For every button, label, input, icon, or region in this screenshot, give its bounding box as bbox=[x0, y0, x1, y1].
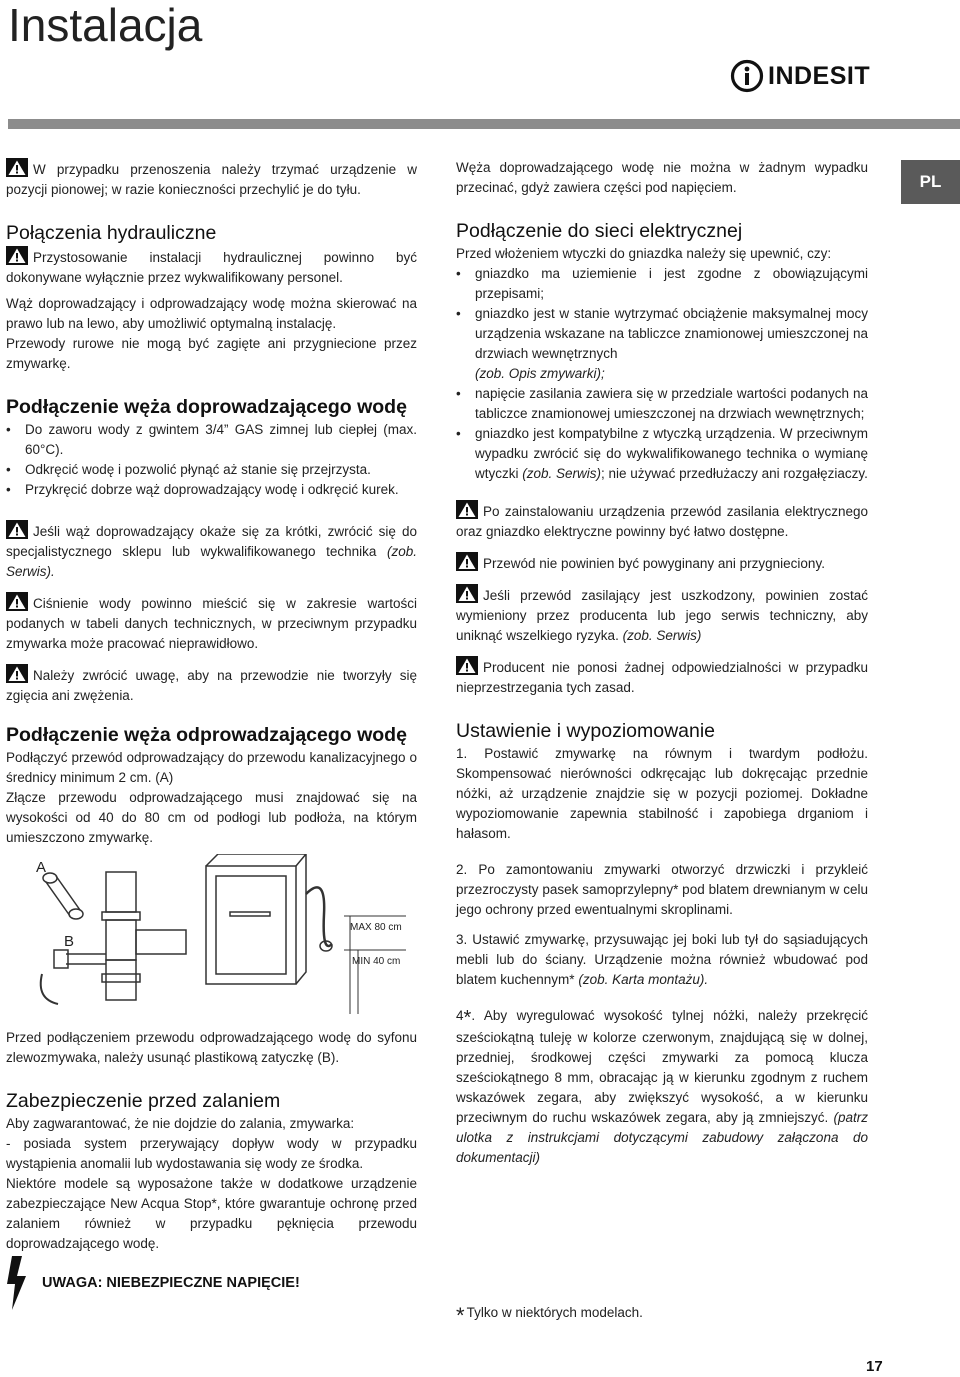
intro-warning: W przypadku przenoszenia należy trzymać urządzenie w pozycji pionowej; w razie konieczności przechylić je do tyłu. bbox=[6, 158, 417, 200]
supply-warning-2: Ciśnienie wody powinno mieścić się w zakresie wartości podanych w tabeli danych technicznych, w przeciwnym przypadku zmywarka może pracować nieprawidłowo. bbox=[6, 592, 417, 654]
supply-warning-3: Należy zwrócić uwagę, aby na przewodzie nie tworzyły się zgięcia ani zwężenia. bbox=[6, 664, 417, 706]
page-title: Instalacja bbox=[8, 0, 203, 51]
list-item: • gniazdko jest kompatybilne z wtyczką urządzenia. W przeciwnym wypadku zwrócić się do wykwalifikowanego technika o wymianę wtyczki (zob. Serwis); nie używać przedłużaczy ani rozgałęziaczy. bbox=[456, 424, 868, 484]
warning-icon bbox=[6, 246, 28, 265]
header-bar bbox=[8, 119, 960, 129]
electric-warning-4: Producent nie ponosi żadnej odpowiedzialności w przypadku nieprzestrzegania tych zasad. bbox=[456, 656, 868, 698]
page-number: 17 bbox=[866, 1358, 883, 1375]
leveling-step-2: 2. Po zamontowaniu zmywarki otworzyć drzwiczki i przykleić przezroczysty pasek samoprzylepny* pod blatem drewnianym w celu jego ochrony przed ewentualnymi skroplinami. bbox=[456, 862, 868, 917]
drain-figure bbox=[6, 854, 417, 1022]
leveling-step-1: 1. Postawić zmywarkę na równym i twardym podłożu. Skompensować nierówności odkręcając lub dokręcając przednie nóżki, aż urządzenie znajdzie się w pozycji poziomej. Dokładne wypoziomowanie zapewnia stabilność i zapobiega drganiom i hałasom. bbox=[456, 746, 868, 841]
figure-label-b: B bbox=[64, 933, 75, 950]
list-item: • gniazdko ma uziemienie i jest zgodne z obowiązującymi przepisami; bbox=[456, 264, 868, 304]
warning-icon bbox=[456, 656, 478, 675]
warning-icon bbox=[456, 552, 478, 571]
hydraulic-title: Połączenia hydrauliczne bbox=[6, 222, 217, 244]
leveling-title: Ustawienie i wypoziomowanie bbox=[456, 720, 716, 742]
warning-icon bbox=[6, 664, 28, 683]
danger-text: UWAGA: NIEBEZPIECZNE NAPIĘCIE! bbox=[42, 1275, 300, 1291]
figure-min-height: MIN 40 cm bbox=[352, 956, 401, 967]
warning-icon bbox=[6, 158, 28, 177]
language-tab: PL bbox=[901, 160, 960, 204]
list-item: • napięcie zasilania zawiera się w przedziale wartości podanych na tabliczce znamionowej umieszczonej na drzwiach wewnętrznych; bbox=[456, 384, 868, 424]
drain-p3: Przed podłączeniem przewodu odprowadzającego wodę do syfonu zlewozmywaka, należy usunąć plastikową zatyczkę (B). bbox=[6, 1030, 417, 1065]
electric-warning-3: Jeśli przewód zasilający jest uszkodzony, powinien zostać wymieniony przez producenta lub jego serwis techniczny, aby uniknąć wszelkiego ryzyka. (zob. Serwis) bbox=[456, 584, 868, 646]
hydraulic-warning: Przystosowanie instalacji hydraulicznej powinno być dokonywane wyłącznie przez wykwalifikowany personel. bbox=[6, 246, 417, 288]
list-item: • Odkręcić wodę i pozwolić płynąć aż stanie się przejrzysta. bbox=[6, 460, 417, 480]
warning-icon bbox=[456, 584, 478, 603]
leveling-step-3: 3. Ustawić zmywarkę, przysuwając jej boki lub tył do sąsiadujących mebli lub do ściany. Urządzenie można również wbudować pod blatem kuchennym* (zob. Karta montażu). bbox=[456, 932, 868, 987]
hydraulic-p2: Przewody rurowe nie mogą być zagięte ani przygniecione przez zmywarkę. bbox=[6, 336, 417, 371]
figure-label-a: A bbox=[36, 859, 47, 876]
electric-warning-2: Przewód nie powinien być powyginany ani przygnieciony. bbox=[456, 552, 868, 574]
right-column bbox=[456, 158, 868, 1168]
electric-lead: Przed włożeniem wtyczki do gniazdka należy się upewnić, czy: bbox=[456, 246, 832, 261]
right-intro: Węża doprowadzającego wodę nie można w żadnym wypadku przecinać, gdyż zawiera części pod napięciem. bbox=[456, 160, 868, 195]
electric-list bbox=[456, 264, 868, 484]
drain-p1: Podłączyć przewód odprowadzający do przewodu kanalizacyjnego o średnicy minimum 2 cm. (A) bbox=[6, 750, 417, 785]
figure-max-height: MAX 80 cm bbox=[350, 922, 402, 933]
hydraulic-p1: Wąż doprowadzający i odprowadzający wodę można skierować na prawo lub na lewo, aby umożliwić optymalną instalację. bbox=[6, 296, 417, 331]
list-item: • Przykręcić dobrze wąż doprowadzający wodę i odkręcić kurek. bbox=[6, 480, 417, 500]
footnote bbox=[456, 1303, 643, 1329]
footnote-star: * bbox=[456, 1303, 465, 1328]
drain-p2: Złącze przewodu odprowadzającego musi znajdować się na wysokości od 40 do 80 cm od podłogi lub podłoża, na którym umieszczono zmywarkę. bbox=[6, 790, 417, 845]
flood-title: Zabezpieczenie przed zalaniem bbox=[6, 1090, 281, 1112]
list-item: • Do zaworu wody z gwintem 3/4” GAS zimnej lub ciepłej (max. 60°C). bbox=[6, 420, 417, 460]
warning-icon bbox=[456, 500, 478, 519]
supply-list bbox=[6, 420, 417, 500]
list-item: • gniazdko jest w stanie wytrzymać obciążenie maksymalnej mocy urządzenia wskazane na tabliczce znamionowej umieszczonej na drzwiach wewnętrznych (zob. Opis zmywarki); bbox=[456, 304, 868, 384]
warning-icon bbox=[6, 592, 28, 611]
drain-title: Podłączenie węża odprowadzającego wodę bbox=[6, 724, 407, 746]
leveling-step-4: 4*. Aby wyregulować wysokość tylnej nóżki, należy przekręcić sześciokątną tuleję w kolorze czerwonym, znajdującą się w dolnej, przedniej, środkowej części zmywarki za pomocą klucza sześciokątnego 8 mm, obracając ją w kierunku zgodnym z ruchem wskazówek zegara, aby zwiększyć wysokość, a w kierunku przeciwnym do ruchu wskazówek zegara, aby ją zmniejszyć. (patrz ulotka z instrukcjami dotyczącymi zabudowy załączona do dokumentacji) bbox=[456, 1007, 868, 1165]
warning-icon bbox=[6, 520, 28, 539]
supply-warning-1: Jeśli wąż doprowadzający okaże się za krótki, zwrócić się do specjalistycznego sklepu lub wykwalifikowanego technika (zob. Serwis). bbox=[6, 520, 417, 582]
flood-p2: - posiada system przerywający dopływ wody w przypadku wystąpienia anomalii lub wydostawania się wody ze środka. bbox=[6, 1136, 417, 1171]
electric-title: Podłączenie do sieci elektrycznej bbox=[456, 220, 743, 242]
flood-p1: Aby zagwarantować, że nie dojdzie do zalania, zmywarka: bbox=[6, 1116, 355, 1131]
brand-name: INDESIT bbox=[768, 61, 871, 90]
lightning-icon bbox=[6, 1256, 30, 1310]
indesit-i-icon bbox=[730, 59, 764, 93]
flood-p3: Niektóre modele są wyposażone także w dodatkowe urządzenie zabezpieczające New Acqua Stop*, które gwarantuje ochronę przed zalaniem również w przypadku pęknięcia przewodu doprowadzającego wodę. bbox=[6, 1176, 417, 1251]
brand-logo bbox=[730, 58, 870, 94]
left-column bbox=[6, 158, 417, 1254]
danger-notice bbox=[6, 1256, 300, 1310]
electric-warning-1: Po zainstalowaniu urządzenia przewód zasilania elektrycznego oraz gniazdko elektryczne powinny być łatwo dostępne. bbox=[456, 500, 868, 542]
footnote-text: Tylko w niektórych modelach. bbox=[466, 1305, 643, 1320]
supply-title: Podłączenie węża doprowadzającego wodę bbox=[6, 396, 407, 418]
